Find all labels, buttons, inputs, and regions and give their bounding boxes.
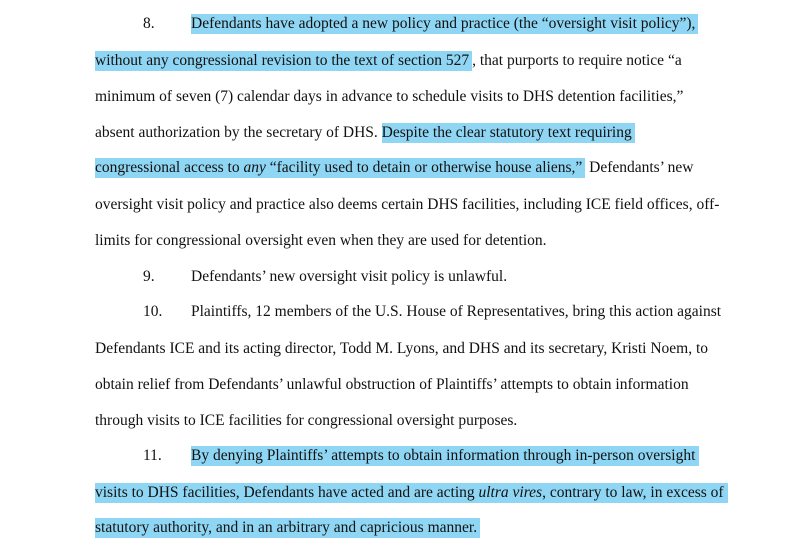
body-text: oversight visit policy and practice also deems certain DHS facilities, including ICE field offices, off- [95, 196, 720, 213]
paragraph-8-line-6 [95, 193, 719, 217]
paragraph-8-line-3 [95, 85, 683, 109]
body-text: Defendants’ new [585, 159, 694, 176]
highlighted-text: Despite the clear statutory text requiring [382, 123, 635, 143]
paragraph-10-line-3 [95, 373, 689, 397]
paragraph-number: 9. [143, 268, 155, 285]
body-text: Defendants ICE and its acting director, Todd M. Lyons, and DHS and its secretary, Kristi Noem, to [95, 340, 709, 357]
highlighted-text: Defendants have adopted a new policy and practice (the “oversight visit policy”), [191, 14, 698, 34]
body-text: Defendants’ new oversight visit policy is unlawful. [191, 268, 508, 285]
paragraph-number: 8. [143, 15, 155, 32]
body-text: through visits to ICE facilities for congressional oversight purposes. [95, 412, 518, 429]
paragraph-number: 10. [143, 303, 163, 320]
emphasis-text: ultra vires [478, 484, 543, 501]
highlighted-text: congressional access to any “facility used to detain or otherwise house aliens,” [95, 158, 585, 178]
body-text: obtain relief from Defendants’ unlawful obstruction of Plaintiffs’ attempts to obtain information [95, 376, 689, 393]
paragraph-10-line-2 [95, 337, 708, 361]
paragraph-10-line-4 [95, 409, 517, 433]
highlighted-text: visits to DHS facilities, Defendants have acted and are acting ultra vires, contrary to law, in excess of [95, 483, 728, 503]
highlighted-text: By denying Plaintiffs’ attempts to obtain information through in-person oversight [191, 446, 699, 466]
body-text: Plaintiffs, 12 members of the U.S. House of Representatives, bring this action against [191, 303, 722, 320]
paragraph-8-line-5 [95, 156, 693, 180]
paragraph-11-line-2 [95, 481, 728, 505]
highlighted-text: statutory authority, and in an arbitrary and capricious manner. [95, 518, 480, 538]
body-text: absent authorization by the secretary of DHS. [95, 124, 382, 141]
paragraph-8-line-2 [95, 49, 682, 73]
body-text: limits for congressional oversight even when they are used for detention. [95, 232, 547, 249]
body-text: minimum of seven (7) calendar days in advance to schedule visits to DHS detention facilities,” [95, 88, 684, 105]
paragraph-8-line-4 [95, 121, 635, 145]
emphasis-text: any [243, 159, 266, 176]
body-text: , that purports to require notice “a [472, 52, 682, 69]
highlighted-text: without any congressional revision to the text of section 527 [95, 51, 472, 71]
paragraph-number: 11. [143, 447, 162, 464]
paragraph-8-line-7 [95, 229, 547, 253]
paragraph-11-line-3 [95, 516, 480, 540]
